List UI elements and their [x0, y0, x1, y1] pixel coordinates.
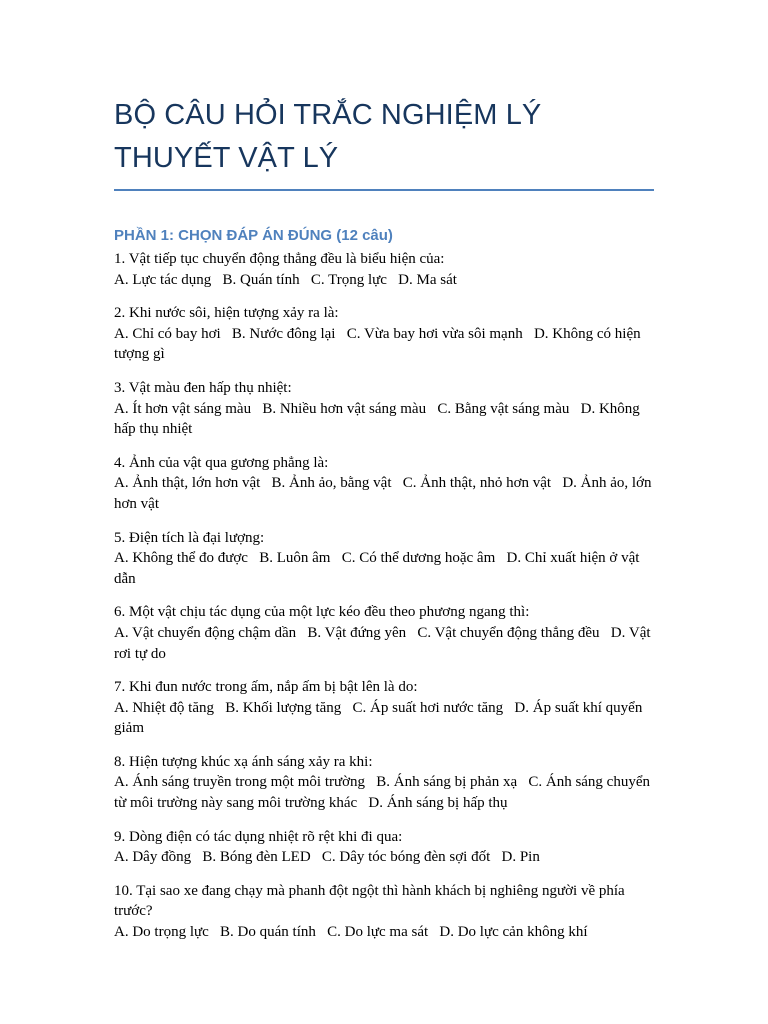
question-list	[114, 249, 656, 943]
question-text: 3. Vật màu đen hấp thụ nhiệt:	[114, 379, 292, 396]
section-1-heading: PHẦN 1: CHỌN ĐÁP ÁN ĐÚNG (12 câu)	[114, 227, 393, 244]
question-options: A. Do trọng lực B. Do quán tính C. Do lực ma sát D. Do lực cản không khí	[114, 924, 588, 941]
title-divider	[114, 189, 654, 191]
question-options: A. Chỉ có bay hơi B. Nước đông lại C. Vừa bay hơi vừa sôi mạnh D. Không có hiện tượng gì	[114, 325, 645, 363]
question-text: 5. Điện tích là đại lượng:	[114, 529, 265, 546]
question-options: A. Ít hơn vật sáng màu B. Nhiều hơn vật sáng màu C. Bằng vật sáng màu D. Không hấp thụ nhiệt	[114, 400, 644, 438]
question-options: A. Lực tác dụng B. Quán tính C. Trọng lực D. Ma sát	[114, 271, 457, 288]
question-item	[114, 827, 656, 868]
question-text: 1. Vật tiếp tục chuyển động thẳng đều là biểu hiện của:	[114, 251, 445, 267]
question-options: A. Dây đồng B. Bóng đèn LED C. Dây tóc bóng đèn sợi đốt D. Pin	[114, 849, 540, 866]
question-item	[114, 602, 656, 664]
question-item	[114, 453, 656, 515]
question-item	[114, 249, 656, 290]
question-options: A. Không thể đo được B. Luôn âm C. Có thể dương hoặc âm D. Chỉ xuất hiện ở vật dẫn	[114, 550, 644, 587]
question-options: A. Ảnh thật, lớn hơn vật B. Ảnh ảo, bằng vật C. Ảnh thật, nhỏ hơn vật D. Ảnh ảo, lớn hơn vật	[114, 475, 656, 512]
question-text: 4. Ảnh của vật qua gương phẳng là:	[114, 454, 329, 471]
question-text: 8. Hiện tượng khúc xạ ánh sáng xảy ra khi:	[114, 753, 373, 770]
question-text: 9. Dòng điện có tác dụng nhiệt rõ rệt khi đi qua:	[114, 828, 403, 845]
question-item	[114, 881, 656, 943]
question-options: A. Vật chuyển động chậm dần B. Vật đứng yên C. Vật chuyển động thẳng đều D. Vật rơi tự do	[114, 624, 655, 662]
question-options: A. Nhiệt độ tăng B. Khối lượng tăng C. Áp suất hơi nước tăng D. Áp suất khí quyển giảm	[114, 699, 647, 737]
question-item	[114, 378, 656, 440]
question-item	[114, 677, 656, 739]
question-text: 6. Một vật chịu tác dụng của một lực kéo đều theo phương ngang thì:	[114, 604, 530, 621]
question-text: 10. Tại sao xe đang chạy mà phanh đột ngột thì hành khách bị nghiêng người về phía trước?	[114, 882, 629, 920]
document-page	[114, 0, 656, 956]
question-item	[114, 528, 656, 590]
question-text: 7. Khi đun nước trong ấm, nắp ấm bị bật lên là do:	[114, 679, 418, 696]
document-title: BỘ CÂU HỎI TRẮC NGHIỆM LÝ THUYẾT VẬT LÝ	[114, 99, 542, 174]
question-options: A. Ánh sáng truyền trong một môi trường B. Ánh sáng bị phản xạ C. Ánh sáng chuyển từ môi trường này sang môi trường khác D. Ánh sáng bị hấp thụ	[114, 774, 654, 812]
question-item	[114, 303, 656, 365]
question-text: 2. Khi nước sôi, hiện tượng xảy ra là:	[114, 305, 339, 322]
question-item	[114, 752, 656, 814]
